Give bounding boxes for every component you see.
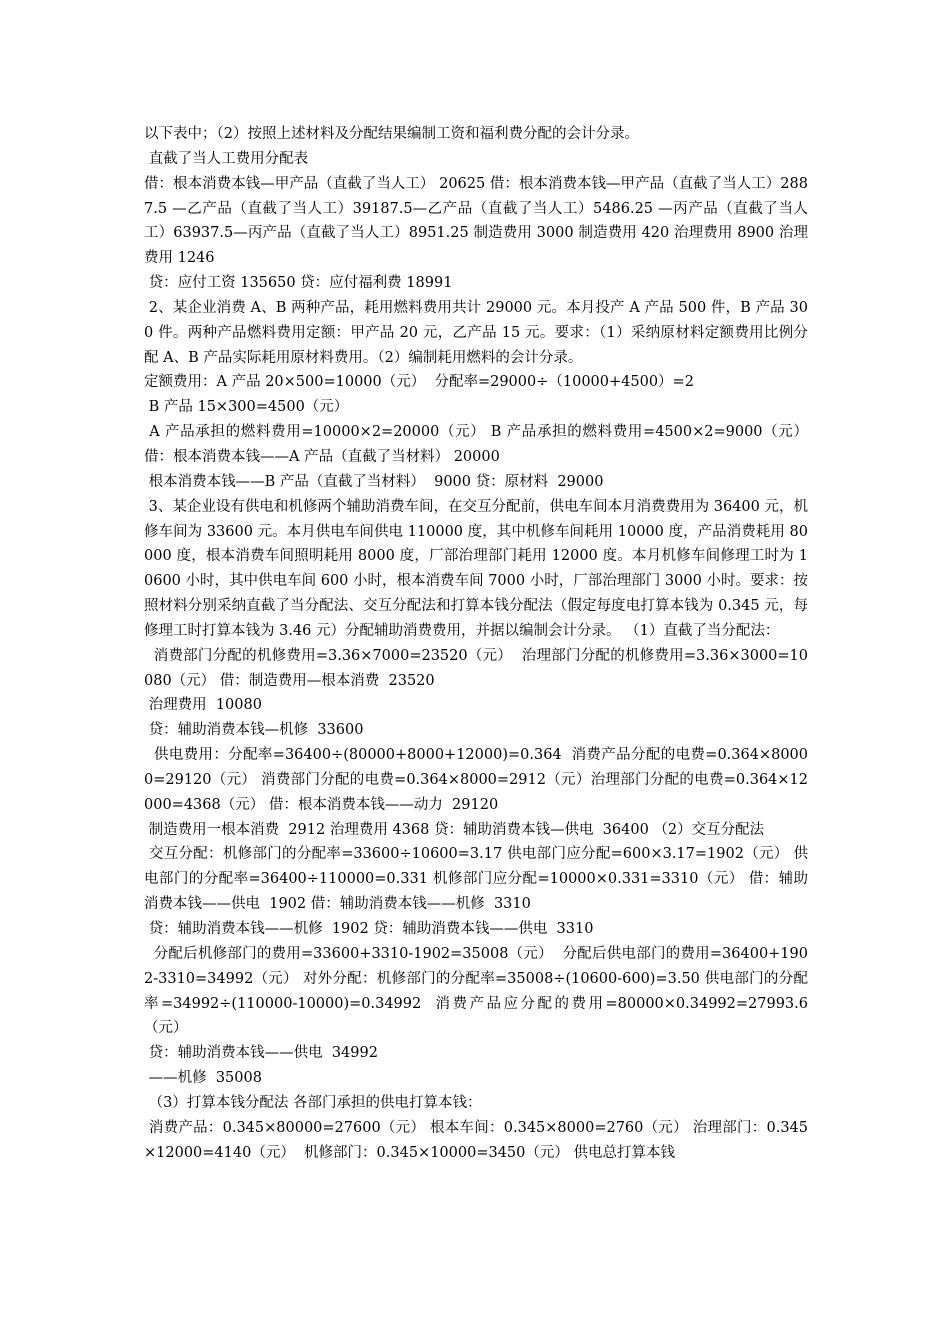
document-page xyxy=(144,122,813,1165)
paragraph: 消费产品：0.345×80000=27600（元） 根本车间：0.345×8000=2760（元） 治理部门：0.345×12000=4140（元） 机修部门：0.345×10000=3450（元） 供电总打算本钱 xyxy=(144,1119,808,1161)
paragraph: 制造费用一根本消费 2912 治理费用 4368 贷：辅助消费本钱—供电 36400 （2）交互分配法 xyxy=(144,821,765,838)
paragraph: 贷：辅助消费本钱—机修 33600 xyxy=(144,722,364,739)
paragraph: 定额费用：A 产品 20×500=10000（元） 分配率=29000÷（10000+4500）=2 xyxy=(144,374,694,391)
paragraph: 借：根本消费本钱—甲产品（直截了当人工） 20625 借：根本消费本钱—甲产品（直截了当人工）2887.5 —乙产品（直截了当人工）39187.5—乙产品（直截了当人工）5486.25 —丙产品（直截了当人工）63937.5—丙产品（直截了当人工）8951.25 制造费用 3000 制造费用 420 治理费用 8900 治理费用 1246 xyxy=(144,175,808,267)
paragraph: B 产品 15×300=4500（元） xyxy=(144,399,349,416)
paragraph: A 产品承担的燃料费用=10000×2=20000（元） B 产品承担的燃料费用=4500×2=9000（元） 借：根本消费本钱——A 产品（直截了当材料） 20000 xyxy=(144,424,813,465)
paragraph: （3）打算本钱分配法 各部门承担的供电打算本钱： xyxy=(144,1094,482,1111)
paragraph: 供电费用：分配率=36400÷(80000+8000+12000)=0.364 消费产品分配的电费=0.364×80000=29120（元） 消费部门分配的电费=0.364×8000=2912（元）治理部门分配的电费=0.364×12000=4368（元） 借：根本消费本钱——动力 29120 xyxy=(144,747,809,813)
paragraph: 3、某企业设有供电和机修两个辅助消费车间，在交互分配前，供电车间本月消费费用为 36400 元，机修车间为 33600 元。本月供电车间供电 110000 度，其中机修车间耗用 10000 度，产品消费耗用 80000 度，根本消费车间照明耗用 8000 度，厂部治理部门耗用 12000 度。本月机修车间修理工时为 10600 小时，其中供电车间 600 小时，根本消费车间 7000 小时，厂部治理部门 3000 小时。要求：按照材料分别采纳直截了当分配法、交互分配法和打算本钱分配法（假定每度电打算本钱为 0.345 元，每修理工时打算本钱为 3.46 元）分配辅助消费费用，并据以编制会计分录。 （1）直截了当分配法： xyxy=(144,498,808,639)
paragraph: 消费部门分配的机修费用=3.36×7000=23520（元） 治理部门分配的机修费用=3.36×3000=10080（元） 借：制造费用—根本消费 23520 xyxy=(144,647,808,689)
paragraph: ——机修 35008 xyxy=(144,1070,262,1087)
paragraph: 分配后机修部门的费用=33600+3310-1902=35008（元） 分配后供电部门的费用=36400+1902-3310=34992（元） 对外分配：机修部门的分配率=35008÷(10600-600)=3.50 供电部门的分配率=34992÷(110000-10000)=0.34992 消费产品应分配的费用=80000×0.34992=27993.6（元） xyxy=(144,945,808,1037)
paragraph: 直截了当人工费用分配表 xyxy=(144,150,309,167)
paragraph: 2、某企业消费 A、B 两种产品，耗用燃料费用共计 29000 元。本月投产 A 产品 500 件，B 产品 300 件。两种产品燃料费用定额：甲产品 20 元，乙产品 15 元。要求：（1）采纳原材料定额费用比例分配 A、B 产品实际耗用原材料费用。（2）编制耗用燃料的会计分录。 xyxy=(144,299,808,366)
paragraph: 交互分配：机修部门的分配率=33600÷10600=3.17 供电部门应分配=600×3.17=1902（元） 供电部门的分配率=36400÷110000=0.331 机修部门应分配=10000×0.331=3310（元） 借：辅助消费本钱——供电 1902 借：辅助消费本钱——机修 3310 xyxy=(144,846,809,913)
paragraph: 根本消费本钱——B 产品（直截了当材料） 9000 贷：原材料 29000 xyxy=(144,473,604,490)
paragraph: 治理费用 10080 xyxy=(144,697,262,714)
paragraph: 贷：辅助消费本钱——机修 1902 贷：辅助消费本钱——供电 3310 xyxy=(144,921,594,937)
paragraph: 贷：应付工资 135650 贷：应付福利费 18991 xyxy=(144,275,453,292)
paragraph: 贷：辅助消费本钱——供电 34992 xyxy=(144,1045,378,1062)
paragraph: 以下表中；（2）按照上述材料及分配结果编制工资和福利费分配的会计分录。 xyxy=(144,126,639,142)
